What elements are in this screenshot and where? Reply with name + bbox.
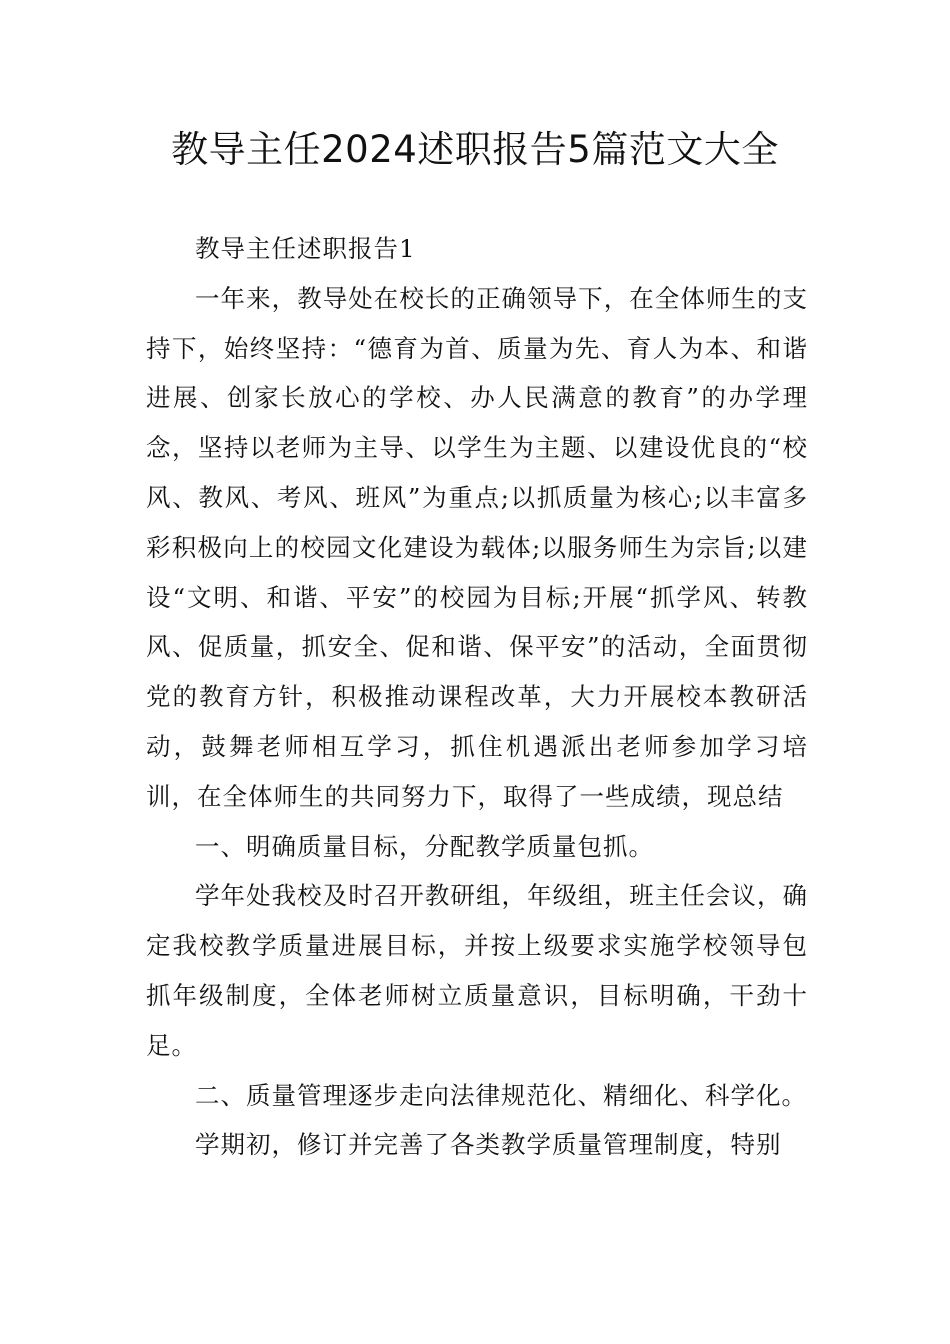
document-title: 教导主任2024述职报告5篇范文大全 — [171, 128, 779, 171]
section-heading: 教导主任述职报告1 — [195, 234, 416, 263]
section-heading: 一、明确质量目标，分配教学质量包抓。 — [195, 831, 654, 861]
section-heading: 二、质量管理逐步走向法律规范化、精细化、科学化。 — [195, 1080, 807, 1110]
body-paragraph: 学年处我校及时召开教研组，年级组，班主任会议，确定我校教学质量进展目标，并按上级要求实施学校领导包抓年级制度，全体老师树立质量意识，目标明确，干劲十足。 — [146, 881, 808, 1060]
document-body — [146, 224, 808, 1170]
body-paragraph: 一年来，教导处在校长的正确领导下，在全体师生的支持下，始终坚持：“德育为首、质量为先、育人为本、和谐进展、创家长放心的学校、办人民满意的教育”的办学理念，坚持以老师为主导、以学生为主题、以建设优良的“校风、教风、考风、班风”为重点;以抓质量为核心;以丰富多彩积极向上的校园文化建设为载体;以服务师生为宗旨;以建设“文明、和谐、平安”的校园为目标;开展“抓学风、转教风、促质量，抓安全、促和谐、保平安”的活动，全面贯彻党的教育方针，积极推动课程改革，大力开展校本教研活动，鼓舞老师相互学习，抓住机遇派出老师参加学习培训，在全体师生的共同努力下，取得了一些成绩，现总结 — [146, 283, 808, 811]
body-paragraph: 学期初，修订并完善了各类教学质量管理制度，特别 — [195, 1130, 782, 1160]
